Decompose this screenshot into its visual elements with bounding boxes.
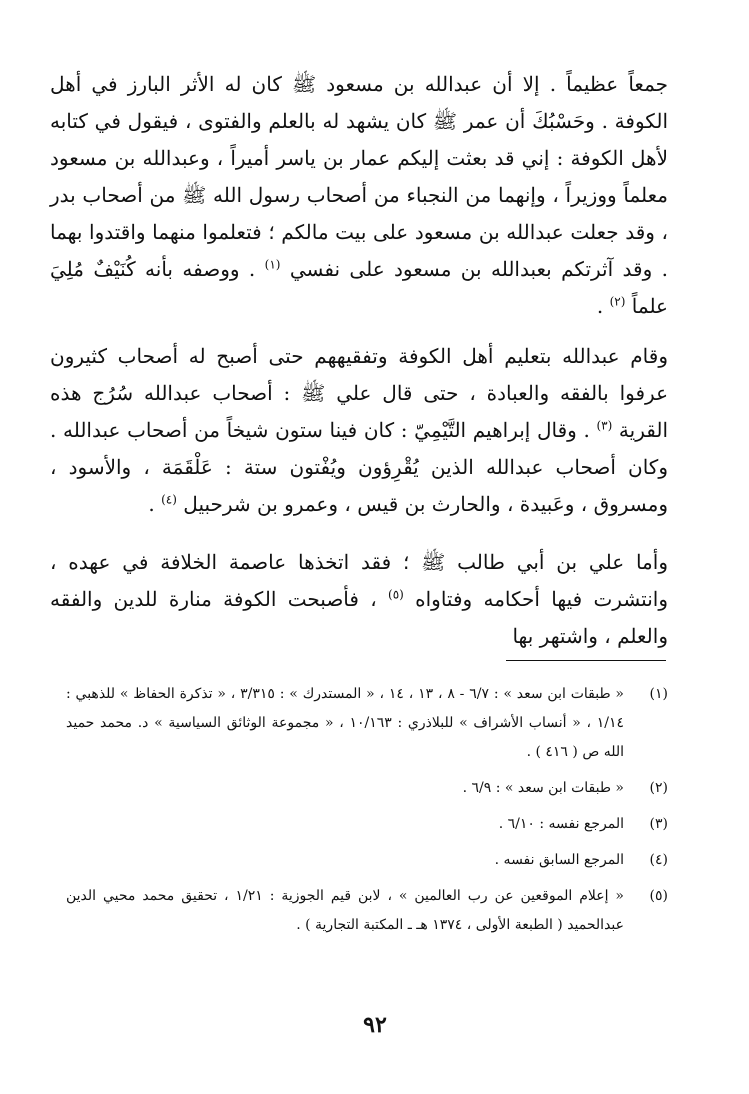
- body-paragraph-2: [50, 338, 668, 523]
- footnote-number: (٥): [649, 888, 668, 904]
- footnote-number: (٣): [649, 816, 668, 832]
- footnote-3: [66, 810, 668, 839]
- footnote-text: المرجع نفسه : ٦/١٠ .: [498, 816, 624, 832]
- footnote-ref-3[interactable]: (٣): [596, 418, 613, 433]
- footnote-number: (٢): [649, 780, 668, 796]
- footnote-ref-4[interactable]: (٤): [161, 492, 177, 507]
- paragraph-1-text: جمعاً عظيماً . إلا أن عبدالله بن مسعود ﷺ كان له الأثر البارز في أهل الكوفة . وحَسْبُكَ أن عمر ﷺ كان يشهد له بالعلم والفتوى ، فيقول في كتابه لأهل الكوفة : إني قد بعثت إليكم عمار بن ياسر أميراً ، وعبدالله بن مسعود معلماً ووزيراً ، وإنهما من النجباء من أصحاب رسول الله ﷺ من أصحاب بدر ، وقد جعلت عبدالله بن مسعود على بيت مالكم ؛ فتعلموا منهما واقتدوا بهما . وقد آثرتكم بعبدالله بن مسعود على نفسي: [50, 72, 668, 281]
- footnote-text: « طبقات ابن سعد » : ٦/٧ - ٨ ، ١٣ ، ١٤ ، « المستدرك » : ٣/٣١٥ ، « تذكرة الحفاظ » للذهبي : ١/١٤ ، « أنساب الأشراف » للبلاذري : ١٠/١٦٣ ، « مجموعة الوثائق السياسية » د. محمد حميد الله ص ( ٤١٦ ) .: [66, 686, 625, 760]
- paragraph-1-end: .: [596, 294, 604, 318]
- footnote-ref-5[interactable]: (٥): [388, 587, 404, 602]
- paragraph-2-text: وقام عبدالله بتعليم أهل الكوفة وتفقيههم حتى أصبح له أصحاب كثيرون عرفوا بالفقه والعبادة ، حتى قال علي ﷺ : أصحاب عبدالله سُرُج هذه القرية: [50, 344, 669, 442]
- paragraph-3-text: وأما علي بن أبي طالب ﷺ ؛ فقد اتخذها عاصمة الخلافة في عهده ، وانتشرت فيها أحكامه وفتاواه: [50, 550, 668, 611]
- paragraph-2-text-cont: . وقال إبراهيم التَّيْمِيّ : كان فينا ستون شيخاً من أصحاب عبدالله . وكان أصحاب عبدالله الذين يُقْرِؤون ويُفْتون ستة : عَلْقَمَة ، والأسود ، ومسروق ، وعَبيدة ، والحارث بن قيس ، وعمرو بن شرحبيل: [50, 418, 668, 516]
- footnote-5: [66, 882, 668, 940]
- page-number: ٩٢: [363, 1012, 387, 1038]
- footnote-1: [66, 680, 668, 767]
- footnote-ref-1[interactable]: (١): [264, 257, 281, 272]
- footnote-2: [66, 774, 668, 803]
- footnote-4: [66, 846, 668, 875]
- footnote-text: المرجع السابق نفسه .: [494, 852, 624, 868]
- footnote-number: (٤): [649, 852, 668, 868]
- footnote-text: « إعلام الموقعين عن رب العالمين » ، لابن قيم الجوزية : ١/٢١ ، تحقيق محمد محيي الدين عبدالحميد ( الطبعة الأولى ، ١٣٧٤ هـ ـ المكتبة التجارية ) .: [66, 888, 624, 933]
- paragraph-1-text-cont: . ووصفه بأنه كُنَيْفٌ مُلِيَ علماً: [50, 257, 668, 318]
- footnote-ref-2[interactable]: (٢): [609, 294, 626, 309]
- footnote-number: (١): [649, 686, 668, 702]
- paragraph-3-text-cont: ، فأصبحت الكوفة منارة للدين والفقه والعلم ، واشتهر بها: [50, 587, 668, 648]
- body-paragraph-1: [50, 66, 668, 318]
- body-paragraph-3: [50, 544, 668, 648]
- page-body: [50, 66, 669, 648]
- footnote-separator: [506, 660, 666, 661]
- footnotes: [66, 680, 668, 947]
- footnote-text: « طبقات ابن سعد » : ٦/٩ .: [462, 780, 624, 796]
- paragraph-2-end: .: [148, 492, 155, 516]
